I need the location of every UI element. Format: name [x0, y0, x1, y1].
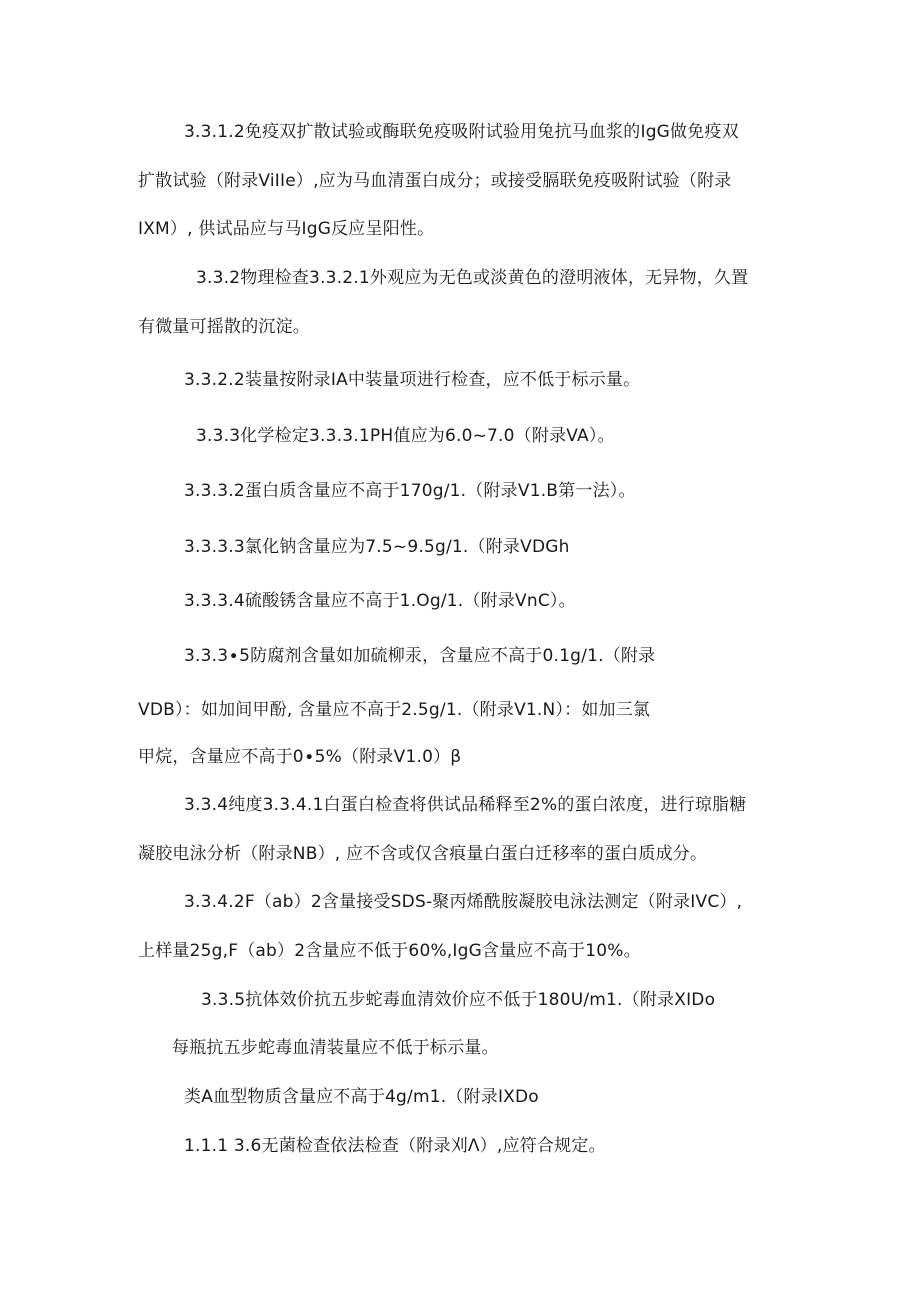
text-line-2: 扩散试验（附录ViIIe）,应为马血清蛋白成分；或接受膈联免疫吸附试验（附录: [138, 171, 732, 191]
text-line-12: VDB）：如加间甲酚, 含量应不高于2.5g∕1.（附录V1.N）：如加三氯: [138, 700, 651, 720]
text-line-14: 3.3.4纯度3.3.4.1白蛋白检查将供试品稀释至2%的蛋白浓度，进行琼脂糖: [184, 795, 747, 815]
text-line-13: 甲烷，含量应不高于0∙5%（附录V1.0）β: [138, 747, 462, 767]
text-line-4: 3.3.2物理检查3.3.2.1外观应为无色或淡黄色的澄明液体，无异物，久置: [196, 268, 749, 288]
text-line-11: 3.3.3∙5防腐剂含量如加硫柳汞，含量应不高于0.1g∕1.（附录: [184, 646, 656, 666]
text-line-16: 3.3.4.2F（ab）2含量接受SDS-聚丙烯酰胺凝胶电泳法测定（附录IVC）,: [184, 892, 743, 912]
text-line-3: IXM）, 供试品应与马IgG反应呈阳性。: [138, 219, 435, 239]
text-line-19: 每瓶抗五步蛇毒血清装量应不低于标示量。: [172, 1038, 499, 1058]
text-line-10: 3.3.3.4硫酸锈含量应不高于1.Og/1.（附录VnC）。: [184, 591, 576, 611]
text-line-18: 3.3.5抗体效价抗五步蛇毒血清效价应不低于180U∕m1.（附录XIDo: [201, 990, 716, 1010]
text-line-9: 3.3.3.3氯化钠含量应为7.5~9.5g∕1.（附录VDGh: [184, 537, 570, 557]
text-line-8: 3.3.3.2蛋白质含量应不高于170g∕1.（附录V1.B第一法）。: [184, 481, 636, 501]
text-line-1: 3.3.1.2免疫双扩散试验或酶联免疫吸附试验用兔抗马血浆的IgG做免疫双: [184, 122, 739, 142]
text-line-21: 1.1.1 3.6无菌检查依法检查（附录刈Λ）,应符合规定。: [184, 1136, 606, 1156]
text-line-17: 上样量25g,F（ab）2含量应不低于60%,IgG含量应不高于10%。: [138, 941, 641, 961]
text-line-5: 有微量可摇散的沉淀。: [138, 317, 310, 337]
text-line-7: 3.3.3化学检定3.3.3.1PH值应为6.0~7.0（附录VA）。: [196, 426, 615, 446]
text-line-15: 凝胶电泳分析（附录NB）, 应不含或仅含痕量白蛋白迁移率的蛋白质成分。: [138, 844, 708, 864]
text-line-20: 类A血型物质含量应不高于4g∕m1.（附录IXDo: [184, 1087, 539, 1107]
text-line-6: 3.3.2.2装量按附录IA中装量项进行检查，应不低于标示量。: [184, 370, 641, 390]
